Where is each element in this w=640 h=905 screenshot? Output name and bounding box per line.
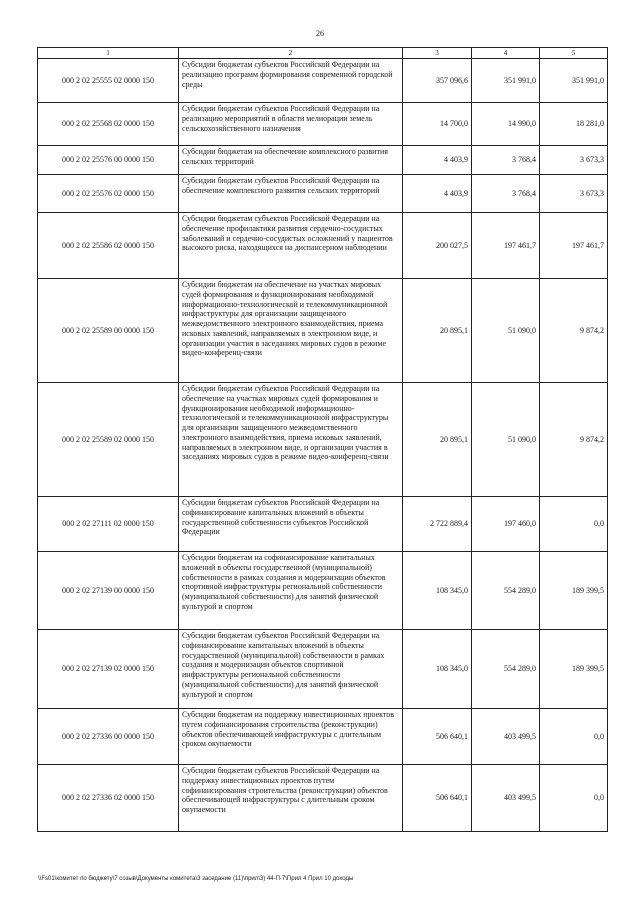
value-col-5: 0,0 (540, 709, 608, 765)
value-col-5: 0,0 (540, 765, 608, 832)
budget-code: 000 2 02 25589 02 0000 150 (38, 383, 179, 497)
value-col-4: 3 768,4 (472, 146, 540, 175)
value-col-3: 200 027,5 (403, 213, 472, 279)
value-col-4: 554 289,0 (472, 630, 540, 709)
table-row (38, 552, 608, 630)
budget-code: 000 2 02 27139 02 0000 150 (38, 630, 179, 709)
subsidy-name: Субсидии бюджетам субъектов Российской Федерации на обеспечение на участках мировых судей формирования и функционирования необходимой информационно-технологической и телекоммуникационной инфраструктуры для организации защищенного межведомственного электронного взаимодействия, приема исковых заявлений, направляемых в электронном виде, и организации участия в заседаниях мировых судов в режиме видео-конференц-связи (179, 383, 403, 497)
budget-code: 000 2 02 27111 02 0000 150 (38, 497, 179, 552)
value-col-4: 351 991,0 (472, 59, 540, 103)
value-col-5: 3 673,3 (540, 146, 608, 175)
table-row (38, 497, 608, 552)
subsidy-name: Субсидии бюджетам субъектов Российской Федерации на реализацию мероприятий в области мелиорации земель сельскохозяйственного назначения (179, 103, 403, 146)
value-col-5: 351 991,0 (540, 59, 608, 103)
value-col-5: 189 399,5 (540, 630, 608, 709)
value-col-5: 197 461,7 (540, 213, 608, 279)
column-number-header (38, 48, 608, 59)
value-col-5: 9 874,2 (540, 279, 608, 383)
table-row (38, 59, 608, 103)
revenue-table (37, 47, 608, 832)
budget-code: 000 2 02 25576 00 0000 150 (38, 146, 179, 175)
header-col-2: 2 (179, 48, 403, 59)
value-col-3: 357 096,6 (403, 59, 472, 103)
table-row (38, 765, 608, 832)
value-col-5: 0,0 (540, 497, 608, 552)
table-row (38, 213, 608, 279)
header-col-5: 5 (540, 48, 608, 59)
subsidy-name: Субсидии бюджетам субъектов Российской Федерации на софинансирование капитальных вложений в объекты государственной собственности субъектов Российской Федерации (179, 497, 403, 552)
budget-code: 000 2 02 25555 02 0000 150 (38, 59, 179, 103)
value-col-3: 4 403,9 (403, 175, 472, 213)
budget-code: 000 2 02 25586 02 0000 150 (38, 213, 179, 279)
value-col-5: 9 874,2 (540, 383, 608, 497)
value-col-3: 20 895,1 (403, 279, 472, 383)
budget-code: 000 2 02 27336 02 0000 150 (38, 765, 179, 832)
subsidy-name: Субсидии бюджетам субъектов Российской Федерации на обеспечение комплексного развития сельских территорий (179, 175, 403, 213)
value-col-3: 2 722 889,4 (403, 497, 472, 552)
value-col-4: 197 460,0 (472, 497, 540, 552)
subsidy-name: Субсидии бюджетам субъектов Российской Федерации на реализацию программ формирования современной городской среды (179, 59, 403, 103)
table-row (38, 383, 608, 497)
budget-code: 000 2 02 25576 02 0000 150 (38, 175, 179, 213)
header-col-4: 4 (472, 48, 540, 59)
value-col-4: 554 289,0 (472, 552, 540, 630)
value-col-3: 20 895,1 (403, 383, 472, 497)
value-col-3: 108 345,0 (403, 630, 472, 709)
value-col-5: 189 399,5 (540, 552, 608, 630)
budget-code: 000 2 02 27336 00 0000 150 (38, 709, 179, 765)
header-col-3: 3 (403, 48, 472, 59)
subsidy-name: Субсидии бюджетам субъектов Российской Федерации на поддержку инвестиционных проектов путем софинансирования строительства (реконструкции) объектов обеспечивающей инфраструктуры с длительным сроком окупаемости (179, 765, 403, 832)
value-col-3: 4 403,9 (403, 146, 472, 175)
value-col-4: 403 499,5 (472, 709, 540, 765)
table-row (38, 103, 608, 146)
table-row (38, 279, 608, 383)
value-col-3: 108 345,0 (403, 552, 472, 630)
table-row (38, 175, 608, 213)
subsidy-name: Субсидии бюджетам на софинансирование капитальных вложений в объекты государственной (муниципальной) собственности в рамках создания и модернизации объектов спортивной инфраструктуры региональной собственности (муниципальной собственности) для занятий физической культурой и спортом (179, 552, 403, 630)
value-col-5: 3 673,3 (540, 175, 608, 213)
table-row (38, 146, 608, 175)
file-path-footer: \\Fs01\комитет по бюджету\7 созыв\Документы комитета\3 заседание (11)\прил\3) 44-П-7\Прил 4 Прил 10 доходы (38, 876, 354, 882)
subsidy-name: Субсидии бюджетам субъектов Российской Федерации на софинансирование капитальных вложений в объекты государственной (муниципальной) собственности в рамках создания и модернизации объектов спортивной инфраструктуры региональной собственности (муниципальной собственности) для занятий физической культурой и спортом (179, 630, 403, 709)
table-row (38, 630, 608, 709)
subsidy-name: Субсидии бюджетам субъектов Российской Федерации на обеспечение профилактики развития сердечно-сосудистых заболеваний и сердечно-сосудистых осложнений у пациентов высокого риска, находящихся на диспансерном наблюдении (179, 213, 403, 279)
value-col-3: 14 700,0 (403, 103, 472, 146)
page-number: 26 (316, 29, 324, 38)
value-col-3: 506 640,1 (403, 709, 472, 765)
header-col-1: 1 (38, 48, 179, 59)
value-col-5: 18 281,0 (540, 103, 608, 146)
value-col-4: 51 090,0 (472, 383, 540, 497)
value-col-3: 506 640,1 (403, 765, 472, 832)
value-col-4: 403 499,5 (472, 765, 540, 832)
table-row (38, 709, 608, 765)
subsidy-name: Субсидии бюджетам на обеспечение комплексного развития сельских территорий (179, 146, 403, 175)
value-col-4: 51 090,0 (472, 279, 540, 383)
budget-code: 000 2 02 25589 00 0000 150 (38, 279, 179, 383)
subsidy-name: Субсидии бюджетам на обеспечение на участках мировых судей формирования и функционирования необходимой информационно-технологической и телекоммуникационной инфраструктуры для организации защищенного межведомственного электронного взаимодействия, приема исковых заявлений, направляемых в электронном виде, и организации участия в заседаниях мировых судов в режиме видео-конференц-связи (179, 279, 403, 383)
subsidy-name: Субсидии бюджетам на поддержку инвестиционных проектов путем софинансирования строительства (реконструкции) объектов обеспечивающей инфраструктуры с длительным сроком окупаемости (179, 709, 403, 765)
value-col-4: 197 461,7 (472, 213, 540, 279)
budget-code: 000 2 02 25568 02 0000 150 (38, 103, 179, 146)
value-col-4: 14 990,0 (472, 103, 540, 146)
budget-code: 000 2 02 27139 00 0000 150 (38, 552, 179, 630)
value-col-4: 3 768,4 (472, 175, 540, 213)
